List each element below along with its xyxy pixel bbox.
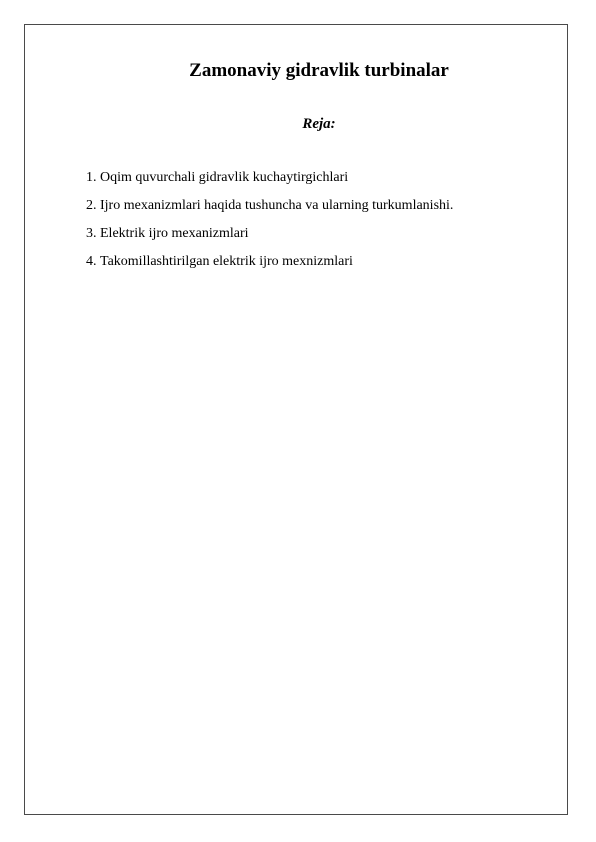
plan-list xyxy=(86,164,453,276)
plan-heading: Reja: xyxy=(302,116,336,132)
list-item-text: Ijro mexanizmlari haqida tushuncha va ularning turkumlanishi. xyxy=(100,198,454,213)
document-title: Zamonaviy gidravlik turbinalar xyxy=(189,60,449,81)
list-item-text: Oqim quvurchali gidravlik kuchaytirgichlari xyxy=(100,170,349,185)
list-item-number: 4. xyxy=(86,254,97,269)
list-item-text: Takomillashtirilgan elektrik ijro mexnizmlari xyxy=(100,254,353,269)
list-item-number: 2. xyxy=(86,198,97,213)
page-border xyxy=(24,24,568,815)
list-item-number: 3. xyxy=(86,226,97,241)
list-item xyxy=(86,220,453,248)
list-item-number: 1. xyxy=(86,170,97,185)
list-item-text: Elektrik ijro mexanizmlari xyxy=(100,226,249,241)
list-item xyxy=(86,248,453,276)
list-item xyxy=(86,192,453,220)
list-item xyxy=(86,164,453,192)
